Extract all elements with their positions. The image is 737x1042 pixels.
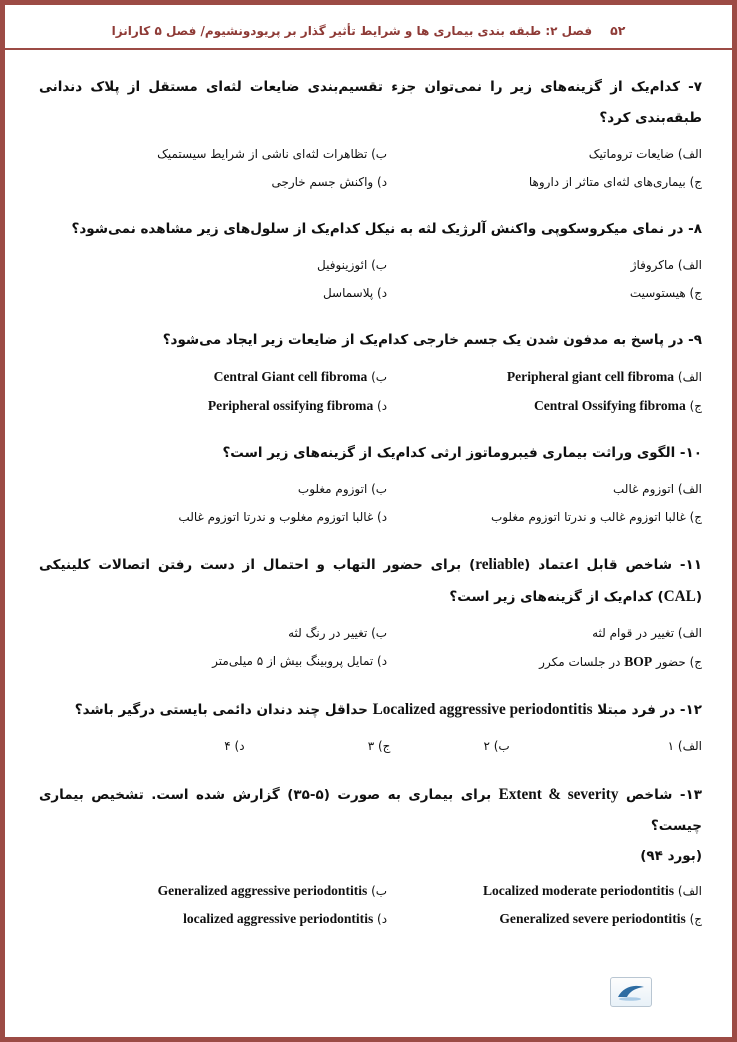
question-8	[39, 214, 702, 307]
options-grid	[39, 252, 702, 307]
page-number: ۵۲	[610, 23, 626, 38]
question-stem: ۷- کدام‌یک از گزینه‌های زیر را نمی‌توان جزء تقسیم‌بندی ضایعات لثه‌ای مستقل از پلاک دندانی طبقه‌بندی کرد؟	[39, 79, 702, 126]
answer-option: ج) بیماری‌های لثه‌ای متاثر از داروها	[528, 174, 702, 189]
answer-option: ب) اتوزوم مغلوب	[297, 482, 388, 496]
question-stem: ۹- در پاسخ به مدفون شدن یک جسم خارجی کدام‌یک از ضایعات زیر ایجاد می‌شود؟	[162, 332, 702, 348]
answer-option: ب) ۲	[483, 739, 510, 753]
latin-term: CAL	[663, 588, 696, 605]
question-stem: ۱۳- شاخص Extent & severity برای بیماری به صورت ‭(۳۵-۵)‬ گزارش شده است. تشخیص بیماری چیست؟	[39, 785, 702, 834]
latin-term: Peripheral giant cell fibroma	[506, 369, 675, 384]
latin-term: Central Ossifying fibroma	[533, 397, 686, 413]
question-stem: ۱۲- در فرد مبتلا Localized aggressive periodontitis حداقل چند دندان دائمی بایستی درگیر باشد؟	[74, 701, 702, 718]
answer-option: د) ۴	[224, 739, 245, 753]
options-grid	[39, 141, 702, 196]
answer-option: ب) تغییر در رنگ لثه	[288, 626, 388, 640]
answer-option: الف) تغییر در قوام لثه	[592, 626, 702, 640]
publisher-logo	[610, 977, 652, 1007]
answer-option: د) غالبا اتوزوم مغلوب و ندرتا اتوزوم غالب	[178, 509, 388, 524]
answer-option: د) واکنش جسم خارجی	[271, 174, 388, 189]
chapter-title: فصل ۲: طبقه بندی بیماری ها و شرایط تأثیر گذار بر پریودونشیوم/ فصل ۵ کارانزا	[111, 24, 593, 38]
answer-option: ب) Central Giant cell fibroma	[213, 369, 388, 384]
question-9	[39, 325, 702, 420]
answer-option: ج) Central Ossifying fibroma	[533, 397, 702, 413]
options-grid	[39, 363, 702, 420]
latin-term: Extent & severity	[498, 785, 619, 803]
answer-option: د) پلاسماسل	[322, 285, 388, 300]
answer-option: الف) ماکروفاژ	[630, 258, 702, 272]
latin-term: Peripheral ossifying fibroma	[207, 397, 374, 413]
answer-option: ج) ۳	[367, 739, 391, 753]
answer-option: الف) Localized moderate periodontitis	[482, 882, 702, 898]
answer-option: ب) تظاهرات لثه‌ای ناشی از شرایط سیستمیک	[157, 147, 388, 161]
answer-option: د) Peripheral ossifying fibroma	[207, 397, 388, 413]
options-grid	[39, 476, 702, 531]
latin-term: Generalized aggressive periodontitis	[157, 882, 368, 898]
answer-option: ب) ائوزینوفیل	[317, 258, 388, 272]
questions-list	[5, 50, 732, 934]
answer-option: الف) اتوزوم غالب	[613, 482, 702, 496]
answer-option: ج) هیستوسیت	[629, 285, 702, 300]
options-grid	[39, 620, 702, 676]
options-grid	[39, 877, 702, 934]
question-7	[39, 72, 702, 196]
question-note: (بورد ۹۴)	[640, 847, 702, 864]
question-stem: ۱۰- الگوی وراثت بیماری فیبروماتوز ارثی کدام‌یک از گزینه‌های زیر است؟	[222, 445, 702, 461]
answer-option: ج) غالبا اتوزوم غالب و ندرتا اتوزوم مغلوب	[490, 509, 702, 524]
answer-option: الف) ۱	[667, 739, 702, 753]
question-13	[39, 779, 702, 934]
question-stem: ۱۱- شاخص قابل اعتماد (reliable) برای حضور التهاب و احتمال از دست رفتن اتصالات کلینیکی (CAL) کدام‌یک از گزینه‌های زیر است؟	[39, 556, 702, 605]
answer-option: د) localized aggressive periodontitis	[183, 911, 388, 926]
latin-term: Localized aggressive periodontitis	[372, 701, 593, 718]
latin-term: reliable	[475, 556, 525, 573]
logo-swan-icon	[614, 981, 648, 1003]
question-10	[39, 438, 702, 531]
answer-option: ب) Generalized aggressive periodontitis	[157, 882, 388, 898]
answer-option: الف) Peripheral giant cell fibroma	[506, 369, 702, 384]
latin-term: Central Giant cell fibroma	[213, 369, 368, 384]
latin-term: Generalized severe periodontitis	[499, 911, 686, 926]
options-grid	[39, 733, 702, 761]
answer-option: ج) Generalized severe periodontitis	[499, 911, 702, 926]
question-12	[39, 694, 702, 761]
answer-option: د) تمایل پروبینگ بیش از ۵ میلی‌متر	[212, 653, 388, 668]
question-11	[39, 549, 702, 676]
latin-term: BOP	[624, 653, 653, 669]
page-header	[5, 5, 732, 48]
latin-term: Localized moderate periodontitis	[482, 882, 675, 898]
answer-option: الف) ضایعات تروماتیک	[588, 147, 702, 161]
question-stem: ۸- در نمای میکروسکوپی واکنش آلرژیک لثه به نیکل کدام‌یک از سلول‌های زیر مشاهده نمی‌شود؟	[71, 221, 702, 237]
answer-option: ج) حضور BOP در جلسات مکرر	[539, 653, 702, 669]
latin-term: localized aggressive periodontitis	[183, 911, 374, 926]
